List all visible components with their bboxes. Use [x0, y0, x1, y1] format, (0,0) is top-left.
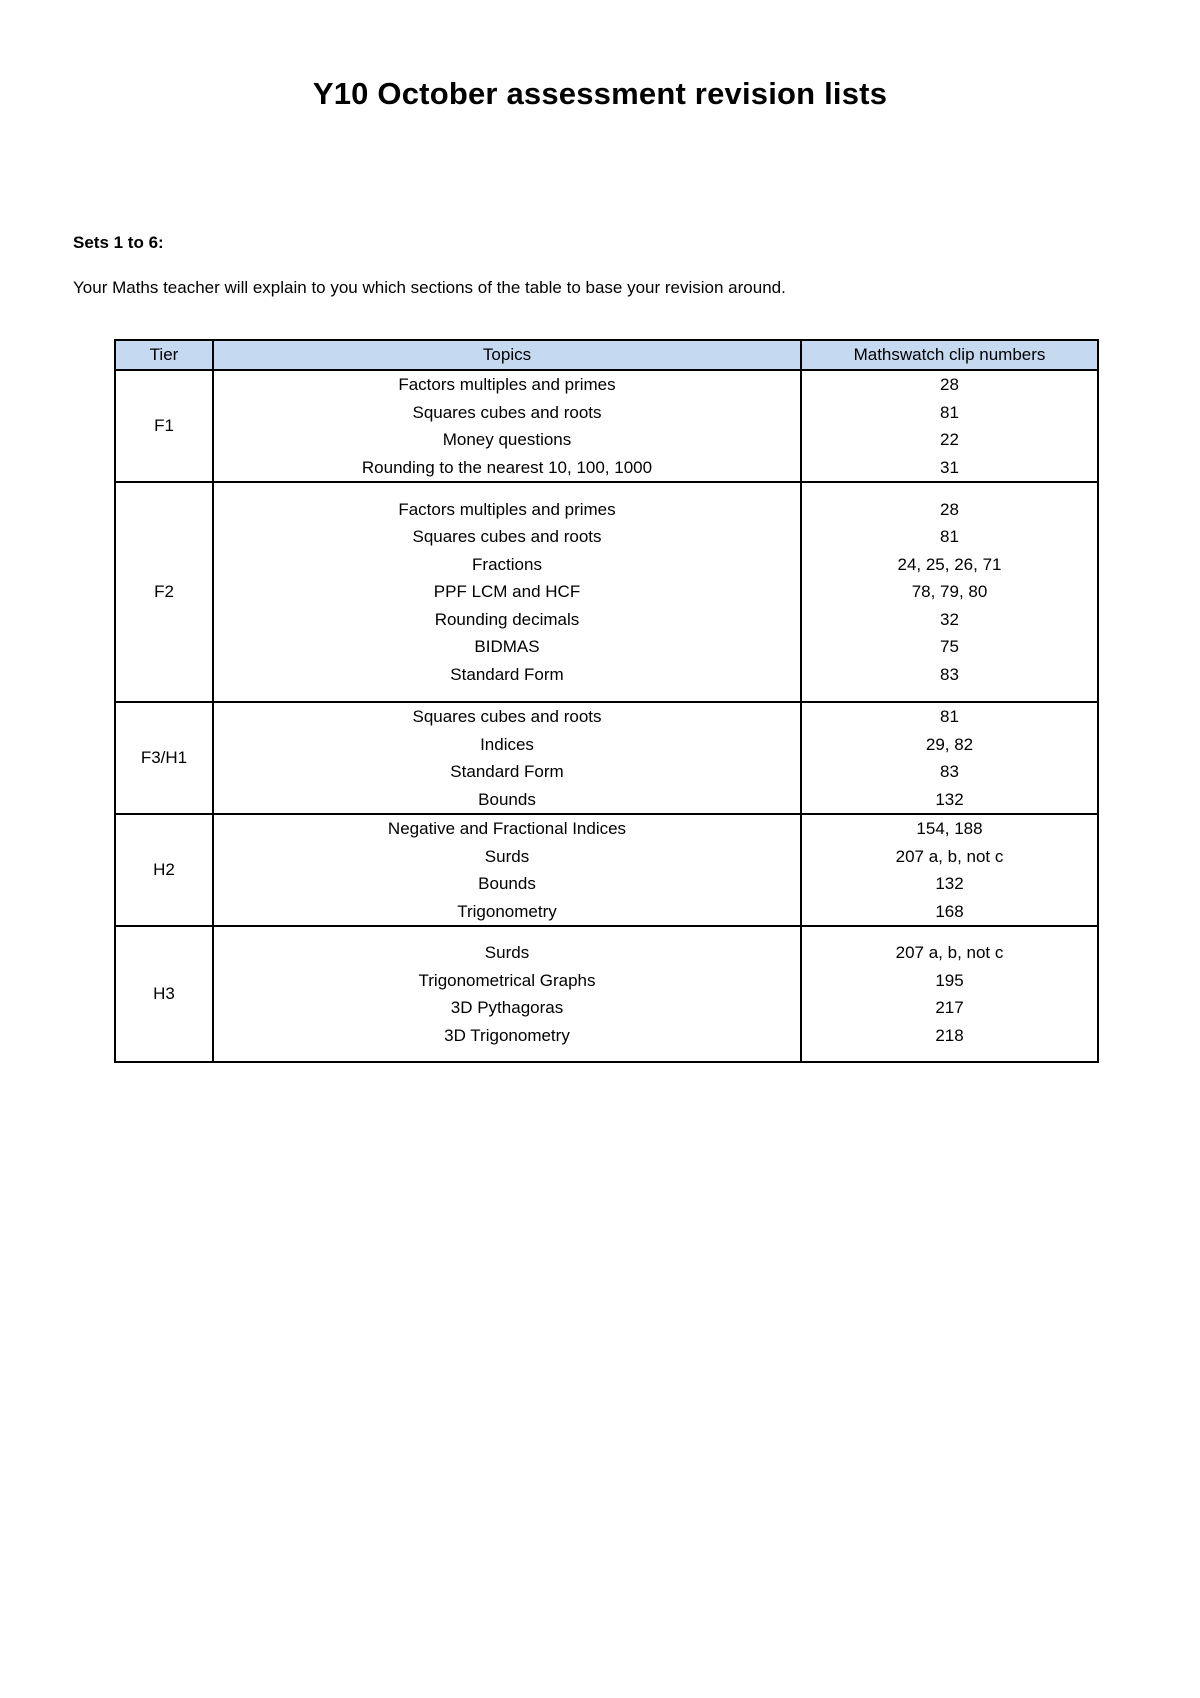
tier-header: Tier [115, 340, 213, 370]
clip-item: 207 a, b, not c [895, 846, 1004, 866]
clip-item: 24, 25, 26, 71 [897, 554, 1002, 574]
clip-item: 29, 82 [925, 734, 974, 754]
tier-cell: H3 [115, 926, 213, 1062]
topic-item: Rounding decimals [434, 609, 580, 629]
topics-cell [213, 814, 801, 926]
clip-item: 81 [940, 402, 959, 422]
topic-item: 3D Trigonometry [444, 1025, 570, 1045]
clip-item: 28 [940, 499, 959, 519]
tier-cell: H2 [115, 814, 213, 926]
table-row [115, 370, 1098, 482]
clip-item: 195 [935, 970, 964, 990]
revision-table [114, 339, 1099, 1063]
topic-item: Negative and Fractional Indices [387, 819, 627, 838]
clips-cell [801, 482, 1098, 702]
table-row [115, 702, 1098, 814]
topic-item: Indices [480, 734, 534, 754]
clip-item: 78, 79, 80 [911, 582, 988, 602]
clip-item: 81 [940, 527, 959, 547]
clip-numbers-header: Mathswatch clip numbers [801, 340, 1098, 370]
topics-cell [213, 702, 801, 814]
clip-item: 81 [940, 707, 959, 726]
topic-item: Factors multiples and primes [398, 375, 616, 394]
clip-item: 31 [940, 457, 959, 477]
clip-item: 154, 188 [916, 819, 983, 838]
clip-item: 83 [940, 762, 959, 781]
topics-header: Topics [213, 340, 801, 370]
clip-item: 28 [940, 375, 959, 394]
table-header-row [115, 340, 1098, 370]
tier-cell: F2 [115, 482, 213, 702]
tier-cell: F3/H1 [115, 702, 213, 814]
clip-item: 22 [940, 430, 959, 449]
sets-label: Sets 1 to 6: [73, 233, 164, 252]
clip-item: 132 [935, 789, 964, 809]
clips-cell [801, 370, 1098, 482]
topic-item: Trigonometrical Graphs [418, 970, 596, 990]
tier-cell: F1 [115, 370, 213, 482]
page-title: Y10 October assessment revision lists [312, 76, 888, 111]
clip-item: 132 [935, 874, 964, 893]
topic-item: Money questions [442, 430, 572, 449]
clips-cell [801, 702, 1098, 814]
table-row [115, 926, 1098, 1062]
table-row [115, 482, 1098, 702]
topic-item: Squares cubes and roots [412, 527, 602, 547]
topic-item: Factors multiples and primes [398, 499, 616, 519]
topic-item: PPF LCM and HCF [433, 582, 581, 602]
clips-cell [801, 814, 1098, 926]
topics-cell [213, 926, 801, 1062]
clip-item: 218 [935, 1025, 964, 1045]
clip-item: 217 [935, 998, 964, 1017]
topic-item: Trigonometry [457, 901, 557, 921]
topic-item: Standard Form [450, 762, 564, 781]
topics-cell [213, 370, 801, 482]
topic-item: Bounds [478, 789, 536, 809]
clip-item: 75 [940, 637, 959, 657]
clips-cell [801, 926, 1098, 1062]
topics-cell [213, 482, 801, 702]
topic-item: Squares cubes and roots [412, 402, 602, 422]
topic-item: Surds [484, 846, 530, 866]
topic-item: 3D Pythagoras [450, 998, 564, 1017]
topic-item: Squares cubes and roots [412, 707, 602, 726]
intro-paragraph: Your Maths teacher will explain to you which sections of the table to base your revision around. [73, 278, 786, 297]
topic-item: BIDMAS [474, 637, 540, 657]
topic-item: Rounding to the nearest 10, 100, 1000 [361, 457, 653, 477]
clip-item: 83 [940, 664, 959, 684]
topic-item: Surds [484, 943, 530, 962]
clip-item: 207 a, b, not c [895, 943, 1004, 962]
topic-item: Fractions [472, 554, 542, 574]
clip-item: 32 [940, 609, 959, 629]
topic-item: Standard Form [450, 664, 564, 684]
clip-item: 168 [935, 901, 964, 921]
topic-item: Bounds [478, 874, 536, 893]
table-row [115, 814, 1098, 926]
